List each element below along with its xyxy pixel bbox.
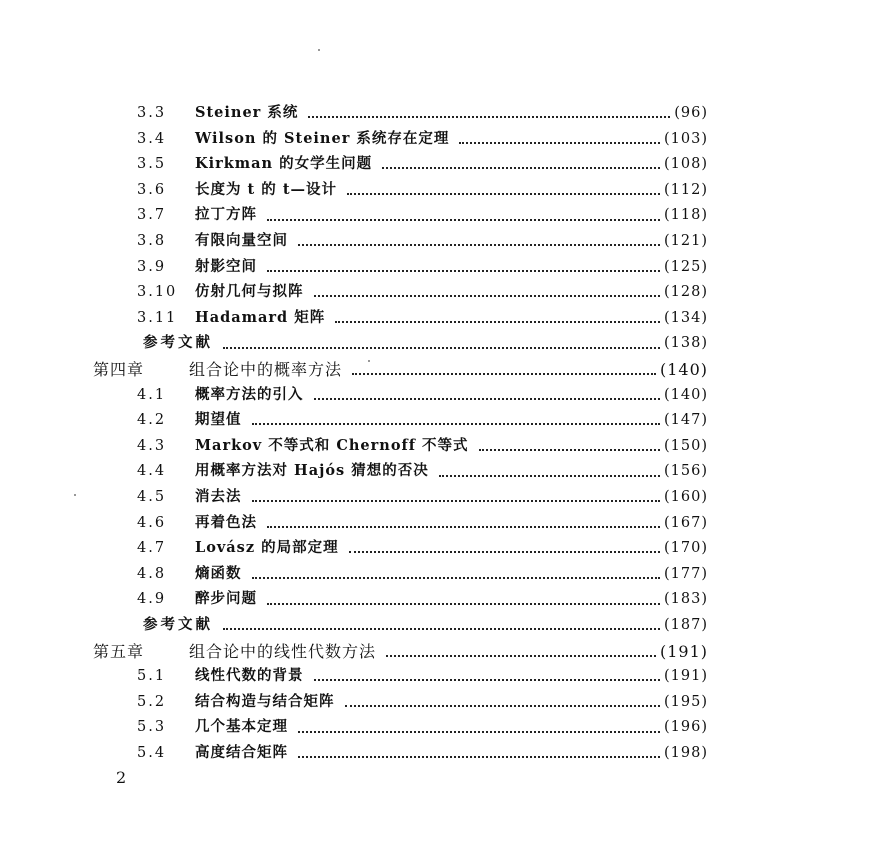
toc-section-row [137, 129, 708, 147]
toc-entry-number: 3.6 [137, 181, 167, 198]
toc-entry-title: 仿射几何与拟阵 [195, 283, 304, 301]
dot-leader [314, 388, 661, 400]
toc-entry-number: 3.5 [137, 156, 167, 173]
toc-entry-title: 组合论中的线性代数方法 [189, 641, 377, 661]
toc-entry-page: (147) [664, 412, 708, 429]
toc-entry-number: 4.1 [137, 386, 167, 403]
toc-entry-title: 再着色法 [195, 513, 257, 531]
toc-entry-number: 3.3 [137, 105, 167, 121]
toc-entry-page: (160) [664, 489, 708, 505]
toc-entry-title: Kirkman 的女学生问题 [195, 155, 373, 173]
toc-entry-number: 4.4 [137, 463, 167, 480]
toc-entry-number: 4.6 [137, 514, 167, 531]
toc-entry-title: 线性代数的背景 [195, 667, 304, 685]
toc-section-row [137, 413, 708, 428]
dot-leader [267, 516, 660, 528]
scan-speck [368, 360, 370, 362]
toc-entry-page: (112) [664, 181, 708, 198]
dot-leader [267, 209, 660, 221]
toc-entry-page: (187) [664, 617, 708, 633]
toc-entry-title: 概率方法的引入 [195, 385, 304, 403]
toc-entry-number: 5.1 [137, 668, 167, 685]
toc-entry-number: 3.7 [137, 207, 167, 224]
dot-leader [298, 234, 660, 246]
toc-section-row [137, 208, 708, 223]
toc-entry-title: 有限向量空间 [195, 232, 288, 249]
toc-entry-title: Markov 不等式和 Chernoff 不等式 [195, 436, 469, 454]
dot-leader [345, 695, 661, 707]
toc-entry-number: 3.10 [137, 284, 178, 301]
toc-section-row [137, 257, 708, 275]
toc-references-row [143, 336, 708, 351]
toc-entry-number: 3.4 [137, 130, 167, 147]
toc-entry-page: (198) [664, 745, 708, 761]
toc-section-row [137, 513, 708, 531]
dot-leader [386, 645, 656, 657]
dot-leader [252, 567, 661, 579]
toc-entry-title: 组合论中的概率方法 [189, 360, 343, 379]
toc-entry-number: 第四章 [93, 360, 145, 379]
toc-entry-title: 长度为 t 的 t—设计 [195, 180, 338, 198]
toc-entry-page: (103) [664, 130, 708, 147]
toc-entry-page: (196) [664, 719, 708, 736]
toc-entry-number: 4.7 [137, 540, 167, 557]
toc-entry-page: (183) [664, 591, 708, 608]
dot-leader [267, 260, 660, 272]
toc-entry-number: 第五章 [93, 641, 145, 661]
toc-entry-page: (96) [674, 105, 708, 121]
toc-entry-title: 参考文献 [143, 334, 213, 352]
toc-entry-title: 熵函数 [195, 564, 242, 582]
dot-leader [298, 746, 660, 758]
dot-leader [382, 157, 660, 169]
toc-section-row [137, 436, 708, 454]
toc-section-row [137, 385, 708, 403]
toc-entry-number: 4.3 [137, 437, 167, 454]
toc-entry-title: 醉步问题 [195, 590, 257, 608]
toc-entry-title: 结合构造与结合矩阵 [195, 692, 335, 710]
toc-section-row [137, 541, 708, 556]
toc-entry-page: (140) [664, 386, 708, 403]
toc-section-row [137, 564, 708, 582]
toc-entry-title: 高度结合矩阵 [195, 744, 288, 761]
toc-references-row [143, 618, 708, 633]
toc-entry-number: 3.8 [137, 233, 167, 249]
toc-entry-page: (167) [664, 514, 708, 531]
toc-section-row [137, 692, 708, 710]
toc-entry-page: (156) [664, 463, 708, 480]
toc-entry-title: Steiner 系统 [195, 104, 299, 121]
dot-leader [298, 721, 660, 733]
toc-section-row [137, 669, 708, 684]
dot-leader [252, 490, 661, 502]
toc-entry-number: 3.9 [137, 258, 167, 275]
dot-leader [335, 311, 660, 323]
dot-leader [347, 183, 660, 195]
dot-leader [314, 285, 661, 297]
scan-speck [74, 494, 76, 496]
toc-entry-page: (125) [664, 258, 708, 275]
toc-section-row [137, 592, 708, 607]
toc-entry-title: Wilson 的 Steiner 系统存在定理 [195, 129, 450, 147]
scan-speck [318, 49, 320, 51]
toc-entry-page: (195) [664, 693, 708, 710]
dot-leader [352, 363, 656, 375]
toc-entry-title: 射影空间 [195, 257, 257, 275]
toc-entry-page: (128) [664, 284, 708, 301]
toc-entry-page: (108) [664, 156, 708, 173]
toc-entry-page: (118) [664, 207, 708, 224]
toc-section-row [137, 285, 708, 300]
toc-entry-title: 消去法 [195, 488, 242, 505]
toc-entry-title: 用概率方法对 Hajós 猜想的否决 [195, 462, 429, 480]
toc-chapter-row [93, 362, 708, 378]
toc-section-row [137, 720, 708, 735]
toc-section-row [137, 746, 708, 761]
toc-entry-number: 5.2 [137, 693, 167, 710]
toc-entry-page: (191) [659, 641, 708, 661]
toc-entry-number: 4.2 [137, 412, 167, 429]
toc-entry-page: (134) [664, 309, 708, 326]
dot-leader [223, 618, 660, 630]
toc-section-row [137, 464, 708, 479]
toc-entry-page: (170) [664, 540, 708, 557]
dot-leader [223, 337, 660, 349]
toc-section-row [137, 234, 708, 249]
dot-leader [459, 132, 660, 144]
toc-chapter-row [93, 641, 708, 661]
toc-section-row [137, 490, 708, 505]
toc-entry-number: 4.8 [137, 565, 167, 582]
dot-leader [439, 465, 660, 477]
toc-section-row [137, 106, 708, 121]
toc-entry-title: 拉丁方阵 [195, 206, 257, 224]
dot-leader [314, 669, 661, 681]
toc-entry-number: 4.9 [137, 591, 167, 608]
toc-entry-page: (138) [664, 335, 708, 352]
toc-section-row [137, 157, 708, 172]
toc-entry-title: 几个基本定理 [195, 718, 288, 736]
toc-entry-page: (150) [664, 437, 708, 454]
toc-entry-title: 参考文献 [143, 616, 213, 633]
toc-entry-number: 3.11 [137, 309, 178, 326]
toc-entry-title: 期望值 [195, 411, 242, 429]
toc-entry-number: 5.3 [137, 719, 167, 736]
toc-entry-number: 5.4 [137, 745, 167, 761]
dot-leader [267, 593, 660, 605]
toc-entry-page: (191) [664, 668, 708, 685]
dot-leader [349, 541, 660, 553]
toc-entry-page: (140) [659, 360, 708, 379]
toc-entry-title: Lovász 的局部定理 [195, 539, 339, 557]
toc-entry-page: (177) [664, 565, 708, 582]
page-number: 2 [116, 768, 127, 787]
dot-leader [479, 439, 660, 451]
toc-section-row [137, 308, 708, 326]
dot-leader [308, 106, 670, 118]
dot-leader [252, 413, 661, 425]
toc-section-row [137, 180, 708, 198]
toc-entry-page: (121) [664, 233, 708, 249]
toc-entry-number: 4.5 [137, 489, 167, 505]
toc-entry-title: Hadamard 矩阵 [195, 308, 326, 326]
